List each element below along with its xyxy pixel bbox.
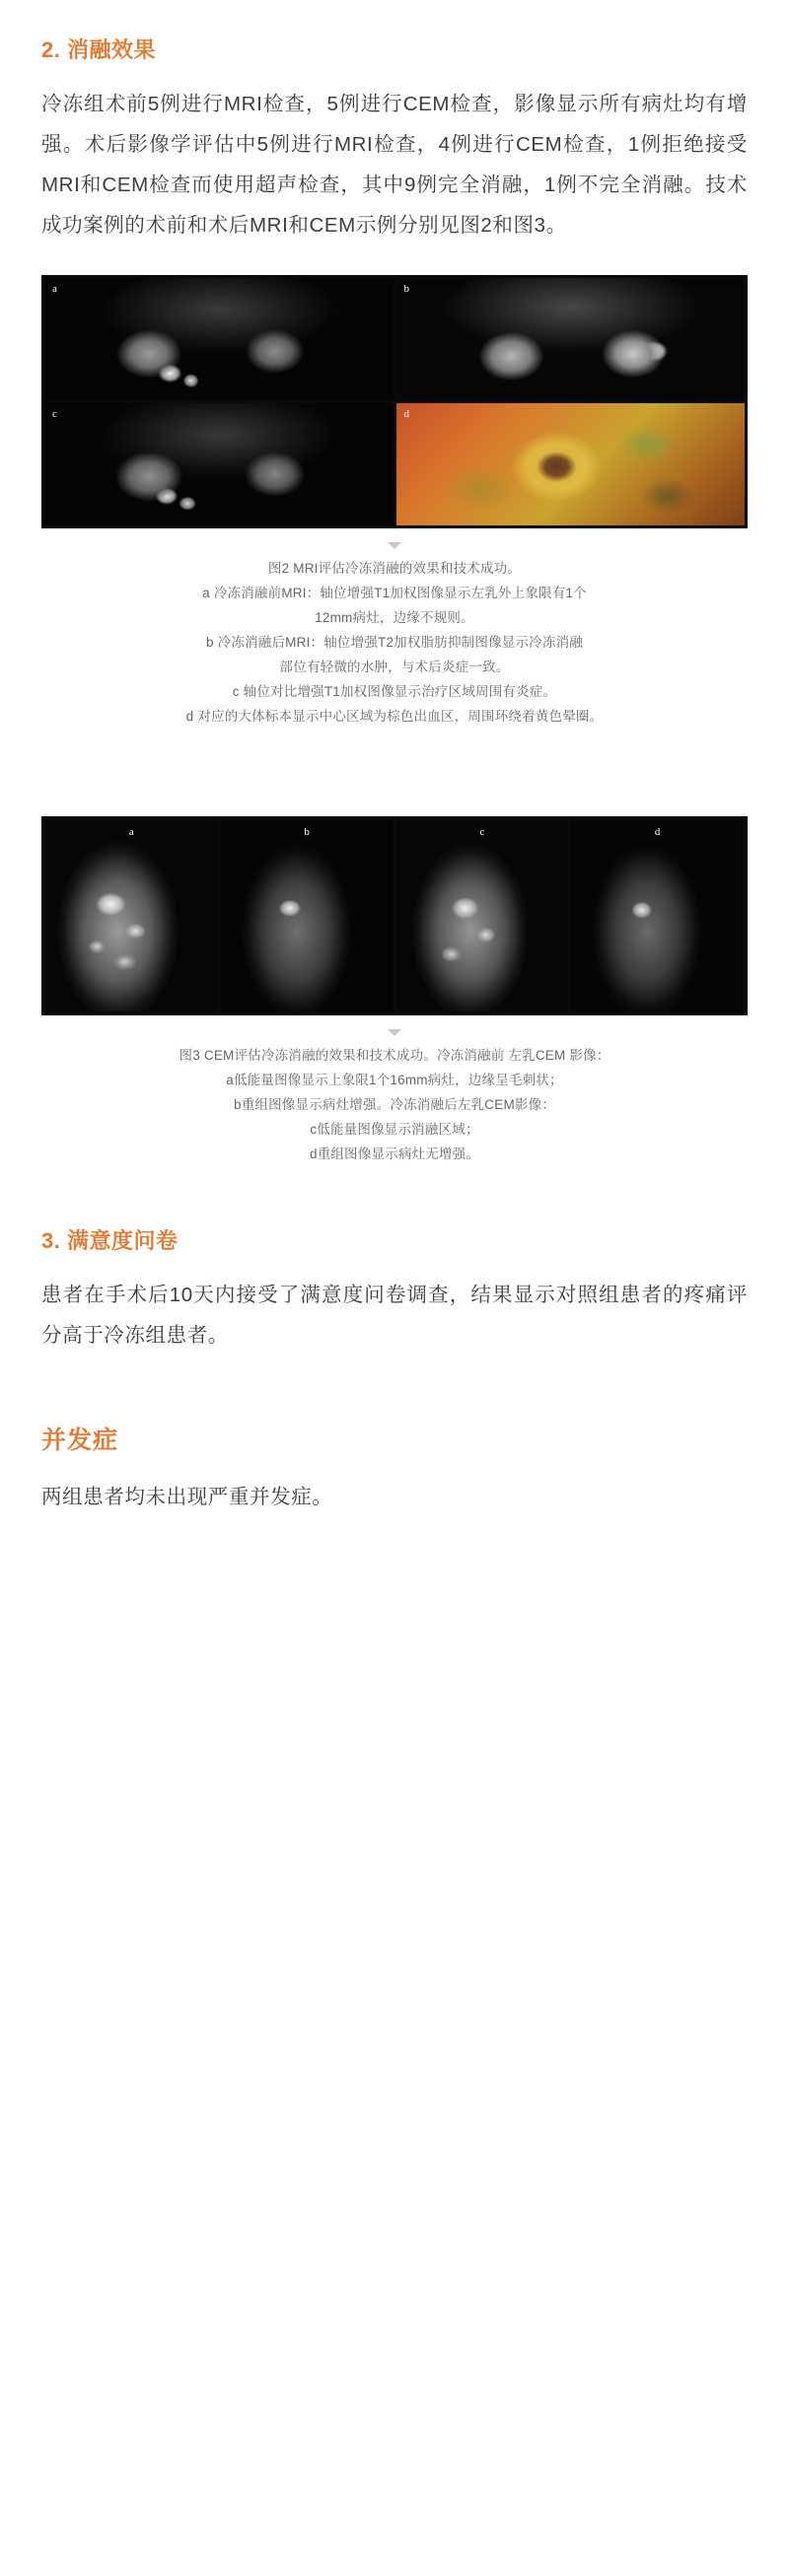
caption-line: 12mm病灶，边缘不规则。 — [315, 609, 474, 625]
section-paragraph-complications: 两组患者均未出现严重并发症。 — [41, 1486, 333, 1509]
panel-label-b: b — [403, 283, 409, 295]
figure-2-panel-b — [396, 278, 746, 400]
figure-2 — [41, 275, 748, 730]
caption-line: c低能量图像显示消融区域； — [310, 1121, 479, 1137]
caption-line: b重组图像显示病灶增强。冷冻消融后左乳CEM影像： — [233, 1096, 555, 1112]
figure-gap — [41, 730, 748, 787]
caption-line: c 轴位对比增强T1加权图像显示治疗区域周围有炎症。 — [232, 683, 557, 699]
section-heading-satisfaction: 3. 满意度问卷 — [41, 1227, 179, 1253]
figure-2-image-grid — [41, 275, 748, 528]
caption-line: 部位有轻微的水肿，与术后炎症一致。 — [279, 659, 510, 674]
caption-arrow-icon — [388, 1029, 401, 1036]
section-heading-complications: 并发症 — [41, 1427, 119, 1454]
figure-3-caption — [41, 1044, 748, 1167]
figure-3-panel-d — [571, 820, 744, 1011]
panel-label-c: c — [479, 825, 485, 838]
panel-label-c: c — [52, 408, 57, 420]
caption-arrow-icon — [388, 542, 401, 549]
caption-line: b 冷冻消融后MRI：轴位增强T2加权脂肪抑制图像显示冷冻消融 — [206, 634, 583, 650]
section-gap — [41, 1167, 748, 1224]
panel-label-d: d — [654, 825, 661, 838]
panel-label-d: d — [403, 408, 409, 420]
figure-2-panel-a — [44, 278, 394, 400]
panel-label-a: a — [52, 283, 57, 295]
caption-line: 图3 CEM评估冷冻消融的效果和技术成功。冷冻消融前 左乳CEM 影像： — [179, 1047, 610, 1063]
caption-line: d重组图像显示病灶无增强。 — [309, 1146, 480, 1161]
caption-line: 图2 MRI评估冷冻消融的效果和技术成功。 — [267, 561, 522, 576]
caption-line: a低能量图像显示上象限1个16mm病灶，边缘呈毛刺状； — [226, 1072, 563, 1087]
section-heading-ablation: 2. 消融效果 — [41, 37, 156, 62]
top-spacer — [41, 0, 748, 34]
caption-line: a 冷冻消融前MRI：轴位增强T1加权图像显示左乳外上象限有1个 — [202, 585, 587, 600]
caption-line: d 对应的大体标本显示中心区域为棕色出血区，周围环绕着黄色晕圈。 — [185, 708, 604, 724]
figure-3-panel-b — [221, 820, 394, 1011]
figure-2-panel-d — [396, 403, 746, 525]
section-paragraph-satisfaction: 患者在手术后10天内接受了满意度问卷调查，结果显示对照组患者的疼痛评分高于冷冻组患者。 — [41, 1283, 748, 1347]
figure-2-caption — [41, 557, 748, 730]
panel-label-a: a — [128, 825, 134, 838]
figure-2-panel-c — [44, 403, 394, 525]
figure-3-panel-a — [45, 820, 218, 1011]
figure-3-panel-c — [396, 820, 569, 1011]
figure-3 — [41, 816, 748, 1167]
figure-3-image-grid — [41, 816, 748, 1015]
section-paragraph-ablation: 冷冻组术前5例进行MRI检查，5例进行CEM检查，影像显示所有病灶均有增强。术后影像学评估中5例进行MRI检查，4例进行CEM检查，1例拒绝接受MRI和CEM检查而使用超声检查，其中9例完全消融，1例不完全消融。技术成功案例的术前和术后MRI和CEM示例分别见图2和图3。 — [41, 93, 748, 237]
panel-label-b: b — [304, 825, 310, 838]
section-gap — [41, 1365, 748, 1423]
